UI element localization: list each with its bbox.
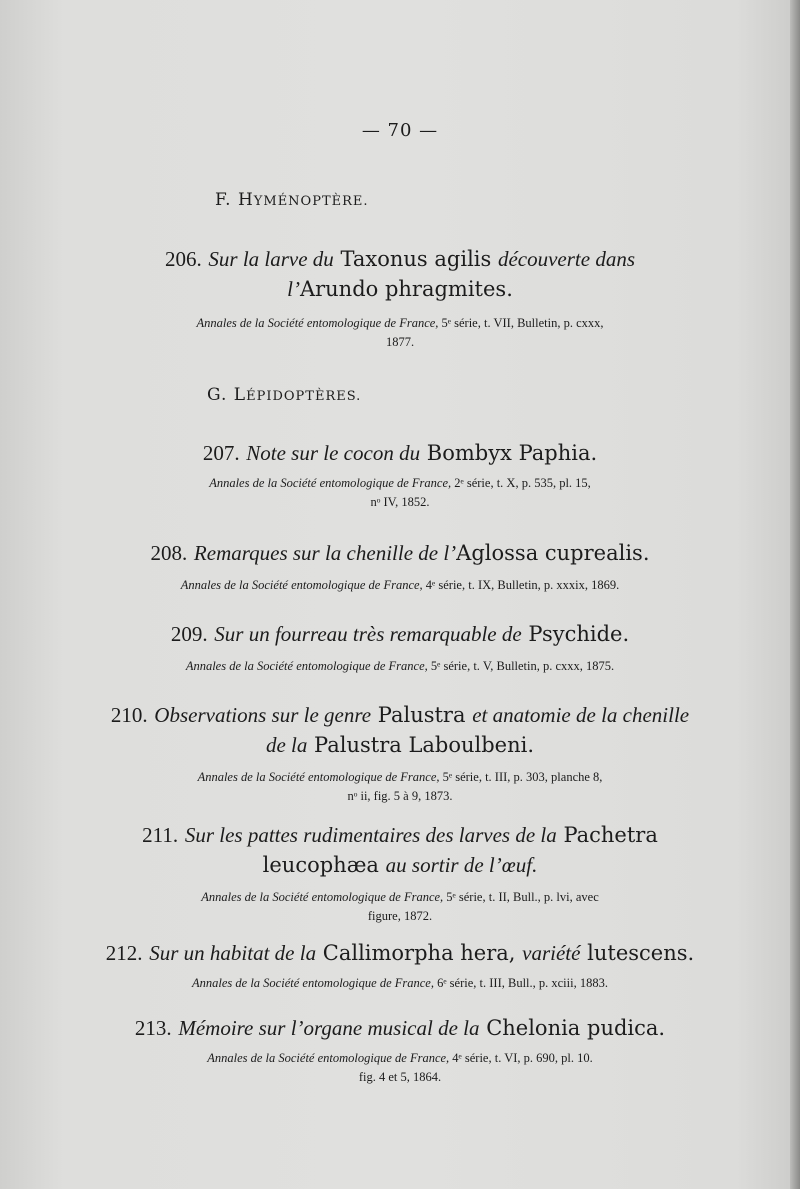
- species-name: Psychide.: [528, 622, 630, 646]
- species-name: Arundo phragmites.: [299, 277, 513, 301]
- entry-number: 206.: [164, 247, 202, 271]
- title-text: au sortir de l’œuf.: [385, 853, 538, 877]
- entry-reference: [115, 768, 685, 806]
- section-letter: F.: [215, 190, 232, 210]
- species-name: Bombyx Paphia.: [426, 441, 598, 465]
- species-name: leucophæa: [262, 853, 379, 877]
- title-text: Sur un habitat de la: [149, 941, 317, 965]
- title-text: Sur les pattes rudimentaires des larves de la: [184, 823, 557, 847]
- entry-reference: [115, 314, 685, 352]
- entry-title: [0, 438, 800, 468]
- entry-title: [0, 244, 800, 274]
- entry-number: 212.: [105, 941, 143, 965]
- journal-name: Annales de la Société entomologique de France,: [185, 659, 428, 673]
- journal-name: Annales de la Société entomologique de France,: [196, 316, 439, 330]
- title-text: découverte dans: [497, 247, 636, 271]
- entry-210: [0, 700, 800, 806]
- entry-number: 213.: [134, 1016, 172, 1040]
- reference-details-cont: fig. 4 et 5, 1864.: [358, 1070, 442, 1084]
- title-text: Note sur le cocon du: [246, 441, 421, 465]
- section-name-rest: ÉPIDOPTÈRES.: [246, 389, 362, 404]
- section-heading-hymenoptere: [215, 190, 369, 210]
- entry-title: [0, 1013, 800, 1043]
- journal-name: Annales de la Société entomologique de France,: [192, 976, 434, 990]
- entry-title: [0, 820, 800, 850]
- title-text: Mémoire sur l’organe musical de la: [178, 1016, 480, 1040]
- title-text: de la: [265, 733, 308, 757]
- reference-details: 5ᵉ série, t. II, Bull., p. lvi, avec: [446, 890, 599, 904]
- section-name-rest: YMÉNOPTÈRE.: [253, 194, 369, 209]
- reference-details-cont: nᵒ IV, 1852.: [370, 495, 430, 509]
- reference-details: 4ᵉ série, t. VI, p. 690, pl. 10.: [452, 1051, 593, 1065]
- species-name: Aglossa cuprealis.: [456, 541, 650, 565]
- entry-reference: [100, 657, 700, 676]
- entry-title: [0, 938, 800, 968]
- entry-title-line2: [0, 274, 800, 304]
- species-name: Callimorpha hera,: [322, 941, 516, 965]
- section-name-cap: L: [233, 385, 247, 405]
- reference-details: 6ᵉ série, t. III, Bull., p. xciii, 1883.: [437, 976, 608, 990]
- entry-title-line2: [0, 850, 800, 880]
- entry-207: [0, 438, 800, 512]
- title-text: Observations sur le genre: [154, 703, 372, 727]
- species-name: Pachetra: [563, 823, 658, 847]
- entry-title: [0, 538, 800, 568]
- reference-details: 5ᵉ série, t. VII, Bulletin, p. cxxx,: [441, 316, 604, 330]
- journal-name: Annales de la Société entomologique de France,: [180, 578, 423, 592]
- title-text: Sur un fourreau très remarquable de: [214, 622, 522, 646]
- page-number: — 70 —: [361, 120, 439, 141]
- title-text: et anatomie de la chenille: [472, 703, 690, 727]
- section-name-cap: H: [237, 190, 254, 210]
- reference-details: 5ᵉ série, t. V, Bulletin, p. cxxx, 1875.: [430, 659, 615, 673]
- entry-title: [0, 700, 800, 730]
- entry-number: 210.: [110, 703, 148, 727]
- entry-reference: [100, 576, 700, 595]
- reference-details: 4ᵉ série, t. IX, Bulletin, p. xxxix, 1869.: [425, 578, 620, 592]
- journal-name: Annales de la Société entomologique de France,: [197, 770, 440, 784]
- title-text: Remarques sur la chenille de l’: [193, 541, 457, 565]
- entry-209: [0, 619, 800, 676]
- entry-number: 207.: [202, 441, 240, 465]
- journal-name: Annales de la Société entomologique de France,: [207, 1051, 450, 1065]
- reference-details-cont: 1877.: [385, 335, 415, 349]
- entry-208: [0, 538, 800, 595]
- entry-reference: [115, 1049, 685, 1087]
- entry-211: [0, 820, 800, 926]
- entry-206: [0, 244, 800, 352]
- journal-name: Annales de la Société entomologique de France,: [209, 476, 452, 490]
- species-name: lutescens.: [587, 941, 695, 965]
- entry-title: [0, 619, 800, 649]
- reference-details: 2ᵉ série, t. X, p. 535, pl. 15,: [454, 476, 591, 490]
- species-name: Chelonia pudica.: [486, 1016, 666, 1040]
- entry-reference: [115, 474, 685, 512]
- entry-reference: [100, 974, 700, 993]
- entry-reference: [115, 888, 685, 926]
- journal-name: Annales de la Société entomologique de France,: [201, 890, 444, 904]
- title-text: variété: [522, 941, 581, 965]
- reference-details-cont: figure, 1872.: [367, 909, 433, 923]
- entry-number: 211.: [142, 823, 179, 847]
- entry-title-line2: [0, 730, 800, 760]
- reference-details-cont: nᵒ ii, fig. 5 à 9, 1873.: [347, 789, 453, 803]
- species-name: Palustra Laboulbeni.: [314, 733, 535, 757]
- entry-number: 208.: [150, 541, 188, 565]
- species-name: Taxonus agilis: [340, 247, 492, 271]
- section-letter: G.: [207, 385, 228, 405]
- reference-details: 5ᵉ série, t. III, p. 303, planche 8,: [442, 770, 603, 784]
- entry-213: [0, 1013, 800, 1087]
- title-text: Sur la larve du: [208, 247, 334, 271]
- entry-number: 209.: [170, 622, 208, 646]
- section-heading-lepidopteres: [207, 385, 361, 405]
- title-text: l’: [287, 277, 300, 301]
- species-name: Palustra: [377, 703, 466, 727]
- entry-212: [0, 938, 800, 993]
